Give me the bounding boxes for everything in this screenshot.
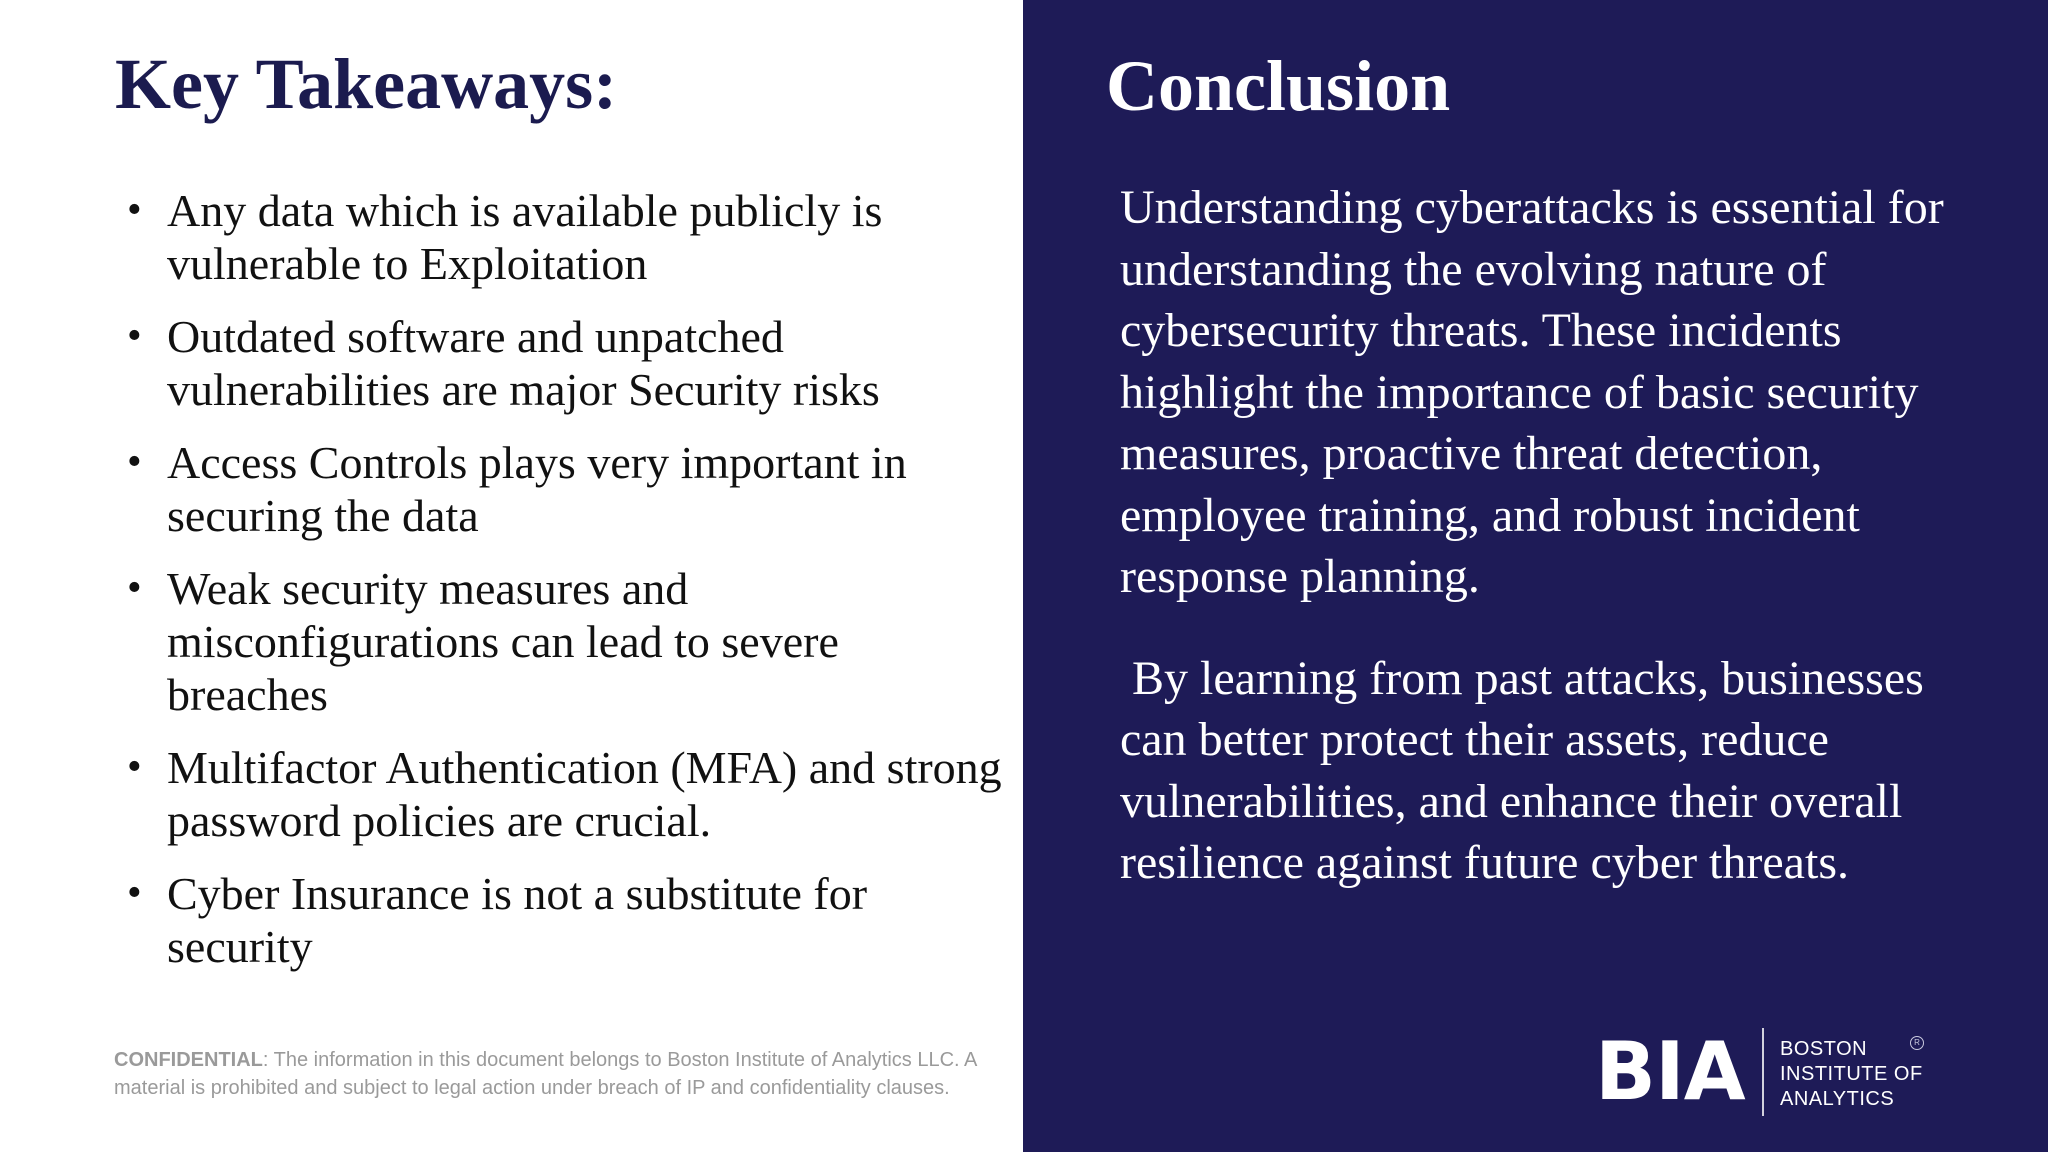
logo-name-line-3: ANALYTICS	[1780, 1088, 1895, 1110]
conclusion-paragraph-1: Understanding cyberattacks is essential for understanding the evolving nature of cybersecurity threats. These incidents highlight the importance of basic security measures, proactive threat detection, employee training, and robust incident response planning.	[1120, 181, 1944, 603]
confidential-line-1	[114, 1046, 1024, 1074]
confidential-text-2: material is prohibited and subject to legal action under breach of IP and confidentiality clauses.	[114, 1077, 950, 1099]
conclusion-paragraph-2	[1120, 648, 2000, 894]
bullet-dot-icon: •	[127, 565, 142, 611]
takeaway-text: Any data which is available publicly is vulnerable to Exploitation	[167, 185, 883, 289]
takeaway-item	[127, 741, 1007, 847]
takeaway-text: Outdated software and unpatched vulnerabilities are major Security risks	[167, 311, 880, 415]
takeaway-item	[127, 310, 1007, 416]
bullet-dot-icon: •	[127, 870, 142, 916]
takeaway-text: Weak security measures and misconfigurations can lead to severe breaches	[167, 563, 839, 720]
paragraph-spacer	[1120, 608, 2000, 648]
bullet-dot-icon: •	[127, 187, 142, 233]
logo-name	[1780, 1037, 1923, 1112]
takeaway-item	[127, 562, 1007, 721]
confidential-text-1: : The information in this document belongs to Boston Institute of Analytics LLC. A	[262, 1049, 978, 1071]
conclusion-body	[1120, 177, 2000, 894]
takeaway-text: Multifactor Authentication (MFA) and strong password policies are crucial.	[167, 742, 1002, 846]
logo-mark: BIA	[1595, 1025, 1745, 1118]
registered-mark-icon: R	[1910, 1036, 1924, 1050]
logo-name-line-2: INSTITUTE OF	[1780, 1063, 1923, 1085]
bullet-dot-icon: •	[127, 439, 142, 485]
conclusion-title: Conclusion	[1106, 46, 1451, 126]
takeaway-text: Cyber Insurance is not a substitute for security	[167, 868, 868, 972]
key-takeaways-title: Key Takeaways:	[115, 44, 618, 124]
conclusion-paragraph-2-text: By learning from past attacks, businesses can better protect their assets, reduce vulnerabilities, and enhance their overall resilience against future cyber threats.	[1120, 651, 1924, 889]
bullet-dot-icon: •	[127, 313, 142, 359]
bullet-dot-icon: •	[127, 744, 142, 790]
confidential-label: CONFIDENTIAL	[114, 1049, 263, 1071]
takeaway-item	[127, 436, 1007, 542]
key-takeaways-panel	[0, 0, 1023, 1152]
key-takeaways-list	[127, 184, 1007, 993]
takeaway-item	[127, 184, 1007, 290]
takeaway-text: Access Controls plays very important in securing the data	[167, 437, 907, 541]
conclusion-panel	[1023, 0, 2048, 1152]
takeaway-item	[127, 867, 1007, 973]
confidential-notice	[114, 1046, 1024, 1106]
bia-logo	[1595, 1025, 1925, 1118]
logo-divider	[1762, 1028, 1764, 1116]
logo-name-line-1: BOSTON	[1780, 1038, 1868, 1060]
